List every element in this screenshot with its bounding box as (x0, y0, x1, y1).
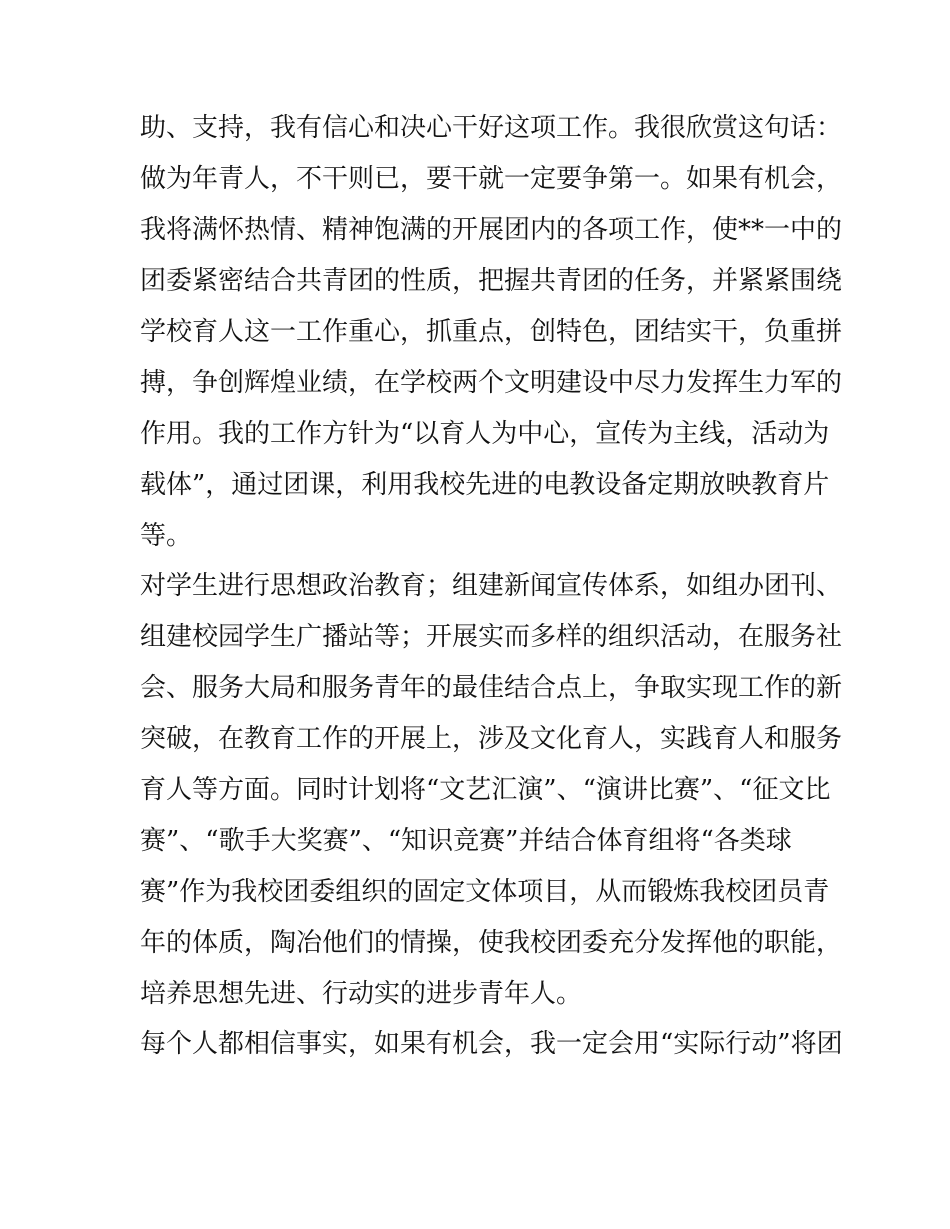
text-line: 团委紧密结合共青团的性质，把握共青团的任务，并紧紧围绕 (140, 266, 843, 296)
text-line: 每个人都相信事实，如果有机会，我一定会用“实际行动”将团 (140, 1029, 843, 1059)
text-line: 我将满怀热情、精神饱满的开展团内的各项工作，使**一中的 (140, 215, 843, 245)
text-line: 育人等方面。同时计划将“文艺汇演”、“演讲比赛”、“征文比 (140, 775, 831, 805)
text-line: 搏，争创辉煌业绩，在学校两个文明建设中尽力发挥生力军的 (140, 368, 843, 398)
text-line: 做为年青人，不干则已，要干就一定要争第一。如果有机会， (140, 164, 843, 194)
text-line: 赛”作为我校团委组织的固定文体项目，从而锻炼我校团员青 (140, 877, 830, 907)
text-line: 作用。我的工作方针为“以育人为中心，宣传为主线，活动为 (140, 419, 830, 449)
text-line: 组建校园学生广播站等；开展实而多样的组织活动，在服务社 (140, 622, 843, 652)
text-line: 会、服务大局和服务青年的最佳结合点上，争取实现工作的新 (140, 673, 843, 703)
text-line: 年的体质，陶冶他们的情操，使我校团委充分发挥他的职能， (140, 928, 843, 958)
text-line: 对学生进行思想政治教育；组建新闻宣传体系，如组办团刊、 (140, 571, 843, 601)
text-line: 等。 (140, 521, 193, 551)
text-line: 载体”，通过团课，利用我校先进的电教设备定期放映教育片 (140, 470, 830, 500)
text-line: 赛”、“歌手大奖赛”、“知识竞赛”并结合体育组将“各类球 (140, 826, 792, 856)
text-line: 助、支持，我有信心和决心干好这项工作。我很欣赏这句话： (140, 113, 843, 143)
text-line: 学校育人这一工作重心，抓重点，创特色，团结实干，负重拼 (140, 317, 843, 347)
text-line: 突破，在教育工作的开展上，涉及文化育人，实践育人和服务 (140, 724, 843, 754)
text-line: 培养思想先进、行动实的进步青年人。 (140, 979, 583, 1009)
